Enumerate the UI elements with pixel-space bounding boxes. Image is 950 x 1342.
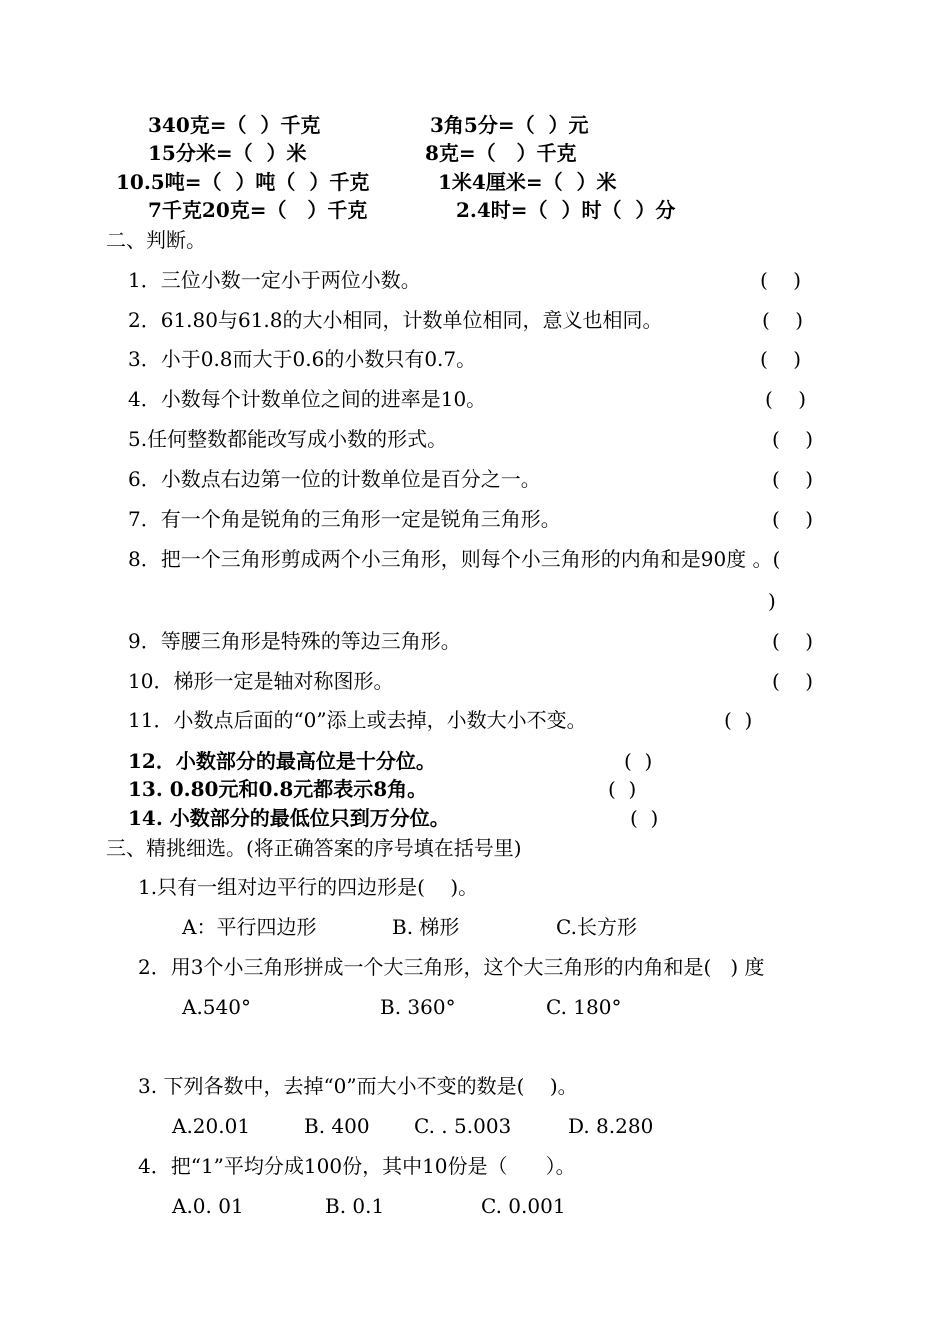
answer-bracket[interactable]: ( ) xyxy=(765,387,807,411)
judgment-item: 3．小于0.8而大于0.6的小数只有0.7。 xyxy=(128,347,477,371)
choice-option[interactable]: A.0. 01 xyxy=(172,1194,244,1218)
answer-bracket[interactable]: ( ) xyxy=(608,777,637,801)
judgment-item: 12．小数部分的最高位是十分位。 xyxy=(128,749,436,773)
judgment-item: 11．小数点后面的“0”添上或去掉，小数大小不变。 xyxy=(128,708,587,732)
answer-bracket[interactable]: ) xyxy=(768,589,776,613)
judgment-item: 8．把一个三角形剪成两个小三角形，则每个小三角形的内角和是90度 。( xyxy=(128,547,781,571)
judgment-item: 10．梯形一定是轴对称图形。 xyxy=(128,669,394,693)
choice-option[interactable]: B. 360° xyxy=(380,995,456,1019)
answer-bracket[interactable]: ( ) xyxy=(772,629,814,653)
answer-bracket[interactable]: ( ) xyxy=(760,268,802,292)
judgment-item: 13. 0.80元和0.8元都表示8角。 xyxy=(128,777,428,801)
judgment-item: 1．三位小数一定小于两位小数。 xyxy=(128,268,421,292)
choice-question: 2．用3个小三角形拼成一个大三角形，这个大三角形的内角和是( ) 度 xyxy=(138,955,765,979)
choice-question: 1.只有一组对边平行的四边形是( )。 xyxy=(138,875,479,899)
answer-bracket[interactable]: ( ) xyxy=(772,507,814,531)
answer-bracket[interactable]: ( ) xyxy=(724,708,753,732)
choice-option[interactable]: B. 400 xyxy=(304,1114,370,1138)
choice-option[interactable]: C. 0.001 xyxy=(481,1194,566,1218)
conversion-item: 7千克20克=（ ）千克 xyxy=(148,198,368,222)
conversion-item: 15分米=（ ）米 xyxy=(148,141,307,165)
conversion-item: 1米4厘米=（ ）米 xyxy=(438,170,617,194)
answer-bracket[interactable]: ( ) xyxy=(630,806,659,830)
choice-option[interactable]: A.540° xyxy=(182,995,251,1019)
judgment-item: 9．等腰三角形是特殊的等边三角形。 xyxy=(128,629,461,653)
choice-option[interactable]: D. 8.280 xyxy=(568,1114,654,1138)
judgment-item: 7．有一个角是锐角的三角形一定是锐角三角形。 xyxy=(128,507,561,531)
choice-option[interactable]: C. . 5.003 xyxy=(414,1114,512,1138)
choice-option[interactable]: A.20.01 xyxy=(172,1114,251,1138)
judgment-item: 5.任何整数都能改写成小数的形式。 xyxy=(128,427,448,451)
answer-bracket[interactable]: ( ) xyxy=(762,308,804,332)
conversion-item: 2.4时=（ ）时（ ）分 xyxy=(456,198,676,222)
section-title: 二、判断。 xyxy=(106,228,206,252)
answer-bracket[interactable]: ( ) xyxy=(760,347,802,371)
judgment-item: 6．小数点右边第一位的计数单位是百分之一。 xyxy=(128,467,541,491)
answer-bracket[interactable]: ( ) xyxy=(772,467,814,491)
choice-question: 4．把“1”平均分成100份，其中10份是（ ）。 xyxy=(138,1154,576,1178)
answer-bracket[interactable]: ( ) xyxy=(624,749,653,773)
conversion-item: 8克=（ ）千克 xyxy=(425,141,577,165)
conversion-item: 10.5吨=（ ）吨（ ）千克 xyxy=(116,170,370,194)
choice-option[interactable]: A：平行四边形 xyxy=(182,915,317,939)
choice-option[interactable]: B. 0.1 xyxy=(325,1194,385,1218)
judgment-item: 14. 小数部分的最低位只到万分位。 xyxy=(128,806,450,830)
section-title: 三、精挑细选。(将正确答案的序号填在括号里) xyxy=(106,836,522,860)
answer-bracket[interactable]: ( ) xyxy=(772,427,814,451)
choice-option[interactable]: C. 180° xyxy=(546,995,622,1019)
judgment-item: 2．61.80与61.8的大小相同，计数单位相同，意义也相同。 xyxy=(128,308,663,332)
choice-option[interactable]: B. 梯形 xyxy=(392,915,460,939)
choice-option[interactable]: C.长方形 xyxy=(556,915,637,939)
answer-bracket[interactable]: ( ) xyxy=(772,669,814,693)
conversion-item: 3角5分=（ ）元 xyxy=(430,113,589,137)
conversion-item: 340克=（ ）千克 xyxy=(148,113,321,137)
choice-question: 3. 下列各数中，去掉“0”而大小不变的数是( )。 xyxy=(138,1074,578,1098)
judgment-item: 4．小数每个计数单位之间的进率是10。 xyxy=(128,387,487,411)
